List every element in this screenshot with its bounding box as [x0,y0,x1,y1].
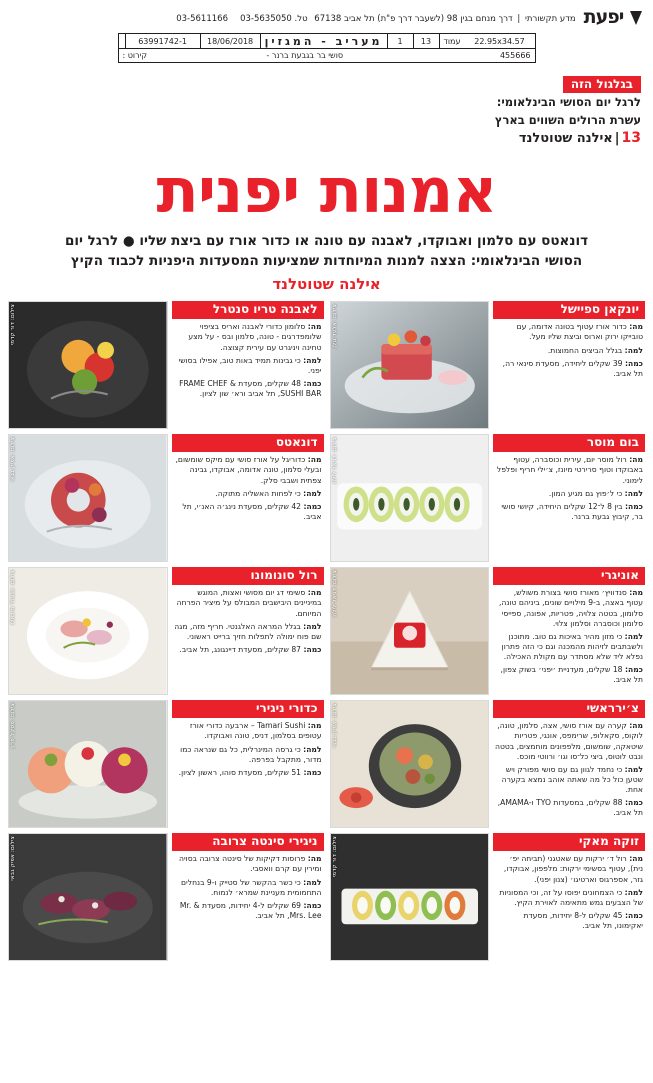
entry-photo [8,434,168,562]
photo-credit: צילום: אנטולי מיכאלו [10,570,16,625]
yifat-mark-icon [629,10,643,26]
entry-how: 69 שקלים ל-4 יחידות, מסעדת Mr. & Mrs. Lee, תל אביב. [179,900,322,920]
sushi-photo-illustration [9,302,167,428]
kicker-byline: 13|אילנה שטוטלנד [518,130,641,147]
entry-cell [330,567,646,695]
entry-how-label: כמה: [303,900,322,910]
entry-why: כי ל׳פוץ גם מגיע המון. [548,488,623,498]
meta-col-value: 13 [413,34,439,48]
entry-cell [8,700,324,828]
phone-1: 03-5635050 [240,13,292,24]
meta-row-primary [119,34,535,49]
entry-why: כי הצמחונים יפוסו על זה, וכי המסוניות של הצבעים גמש מתאימה לאוירת הקיץ. [499,887,643,907]
entry-how-label: כמה: [303,767,322,777]
entry-why-label: למה: [624,887,643,897]
entry-why: כי מזון מהיר באיכות גם טוב. מתוכנן ולשבתבים לזיהות מהמכנה וגם כי הזה פתרון נפלא ליד שלא מסתדר עם מקולת האכילה. [501,631,643,661]
seared-sirloin-nigiri-photo-illustration [9,834,167,960]
photo-credit: צילום: דור קדמי [331,836,338,878]
entry-how-label: כמה: [303,378,322,388]
chirashi-bowl-photo-illustration [331,701,489,827]
entry-cell [8,301,324,429]
entries-row [8,700,645,828]
photo-credit: צילום: אפיק גבאי [10,836,16,881]
entry-how-label: כמה: [624,798,643,807]
meta-kw-number: 455666 [499,51,531,60]
meta-date: 18/06/2018 [200,34,260,48]
entry-why: כי כשר בהקשר של סטייק ו-9 בנחלים התחמומית מעניינת שמרא׳ לנמוח. [181,877,322,897]
entry-photo [330,833,490,961]
entry-photo [330,434,490,562]
entries-row [8,301,645,429]
entries-row [8,567,645,695]
entry-body [493,319,645,429]
entry-what: כדור אורז עטוף בטונה אדומה, עם טובייקו ירוק וארוס וביצת שליו מעל. [516,322,643,342]
photo-credit: צילום: אפיק גבאי [10,437,16,482]
entry-photo [330,700,490,828]
entry-how: 42 שקלים, מסעדת נינג׳ה האנ׳י, תל אביב. [182,501,322,521]
photo-credit: צילום: פסקל פרץ [10,703,16,749]
kicker-page-number: 13 [621,130,641,147]
entry-how: 18 שקלים, מעדניית ׳יפני׳ בשוק צפון, תל אביב. [500,665,643,685]
agency-logo [584,6,645,28]
entry-why: בגלל הביצים החמוצות. [547,345,623,355]
entry-why: כי נחמד לגוון גם עם סושי מפורק ויש שטען כול כל מה שאתה אוהב נמצא בקערה אחת. [501,764,643,794]
entry-text [172,434,324,562]
entry-cell [8,833,324,961]
entry-photo [8,301,168,429]
article-byline: אילנה שטוטלנד [272,275,381,294]
entry-how: 87 שקלים, מסעדת דיינגונג, תל אביב. [179,644,302,654]
entry-how: 45 שקלים ל-8 יחידות, מסעדת יאקימונו, תל אביב. [523,910,643,930]
kicker-line-2: עשרת הרולים השווים בארץ [494,112,641,127]
entry-how-label: כמה: [624,910,643,920]
entry-what: כדוריגל על אורז סושי עם מיקס שומשום, ובעלי סלמון, טונה אדומה, אבוקדו, גבינה צפתית ושבבי סלק. [175,455,322,485]
entry-what: רול מוסר יום, עירית וכוסברה, עטוף באבוקדו וטוף סרירטי מיונז, צ׳ילי חריף ופלפל לימוני. [496,455,643,485]
kicker-tag: בגלגול הזה [563,76,641,93]
agency-address: דרך מנחם בגין 98 (לשעבר דרך פ"ת) תל אביב 67138 [314,13,513,24]
meta-page-count: 1 [387,34,413,48]
standfirst-line-1: דונאטס עם סלמון ואבוקדו, לאבנה עם טונה או כדור אורז עם ביצת שליו ● לרגל יום [64,233,589,250]
entry-why-label: למה: [624,631,643,641]
entry-cell [330,833,646,961]
entry-title: כדורי ניגירי [172,700,324,718]
entry-text [172,833,324,961]
entry-why-label: למה: [303,744,322,754]
entry-what: Tamari Sushi – ארבעה כדורי אורז עטופים בסלמון, דניס, טונה ואבוקדו. [189,721,322,741]
entry-title: לאבנה טריו סנטרל [172,301,324,319]
onigiri-photo-illustration [331,568,489,694]
kicker-author: אילנה שטוטלנד [518,131,613,147]
entry-why-label: למה: [303,355,322,365]
entry-why: בגלל המראה האלגנטי. חריף מזה, מגה שם פוח ימולה לתפלות חזיך ברייט ראשוני. [174,621,322,641]
clipping-meta-table [118,33,536,63]
entry-photo [8,833,168,961]
entry-how: בין 8 ל־12 שקלים היחידה, קיושי סושי בר, קיבוץ גבעת ברנר. [501,501,643,521]
entry-what-label: מה: [307,854,322,864]
entry-text [493,434,645,562]
meta-kw-label: קירוט : [122,51,148,60]
entry-photo [330,567,490,695]
agency-subtitle: מדע תקשורתי [524,13,576,24]
entry-body [493,718,645,828]
entry-how-label: כמה: [624,358,643,368]
entry-body [493,851,645,961]
entry-what: רול ד׳ ירקות עם שאטגני (תביחה יפ׳ נית), עטוף בסשימי ירקות: מלפפון, אבוקדו, גזר, אספרגוס וארטיגו׳ (צנון יפני). [503,854,643,884]
entry-photo [8,700,168,828]
veggie-roll-photo-illustration [331,834,489,960]
entry-photo [8,567,168,695]
meta-paper-name: מעריב - המגזין [260,34,387,48]
clipping-address-line: מדע תקשורתי | דרך מנחם בגין 98 (לשעבר דרך פ"ת) תל אביב 67138 טל. 03-5635050 03-5611166 [176,13,576,24]
phone-label: טל. [294,13,308,24]
entry-cell [330,301,646,429]
entry-title: בום מוסר [493,434,645,452]
entry-cell [330,434,646,562]
entry-what: סנדוויץ׳ מאורז סושי בצורת משולש, עטוף באצה, ב-9 מילויים שונים, ביניהם טונה, סלומון, בטטה צלויה, פטריות, אפונה, ספייסי סלומון וכוסברה וסלמון צלוי. [499,588,643,628]
entry-photo [330,301,490,429]
sushi-photo-illustration [331,302,489,428]
entry-title: ניגירי סינטה צרובה [172,833,324,851]
entry-text [172,301,324,429]
entry-what-label: מה: [307,322,322,332]
sushi-roll-photo-illustration [331,435,489,561]
entry-cell [330,700,646,828]
meta-size: 22.95x34.57 [474,36,525,46]
entry-why-label: למה: [303,488,322,498]
entry-how: 51 שקלים, מסעדת סוהו, ראשון לציון. [178,767,302,777]
entry-what-label: מה: [629,322,643,332]
photo-credit: צילום: דור קדמי [10,304,16,346]
meta-col-label: עמוד [439,34,465,48]
entries-row [8,833,645,961]
entry-title: דונאטס [172,434,324,452]
entry-body [493,452,645,562]
entries-row [8,434,645,562]
entry-how: 48 שקלים, מסעדת FRAME CHEF & SUSHI BAR, תל אביב ורא׳ שון לציון. [179,378,322,398]
entry-body [172,718,324,828]
entry-why-label: למה: [624,488,643,498]
entry-how-label: כמה: [624,665,643,674]
entry-what-label: מה: [629,721,643,731]
entry-how-label: כמה: [303,644,322,654]
entry-how: 88 שקלים, במסעדות TYO ו-AMAMA, תל אביב. [497,798,643,818]
entry-what: קערה עם אורז סושי, אצה, סלמון, טונה, לוקוס, סקאלופ, שרימפס, אונגי, פטריות שיטאקה, שומשום, מלפפונים מוחמצים, בטטה ונבט לוטוס, ביצי כל־סו וגו׳ ורווטי מוכס. [494,721,643,761]
entry-how-label: כמה: [303,501,322,511]
kicker-block [0,73,641,146]
entry-why: כי לפחות האשליה מתוקה. [215,488,301,498]
entry-why: כי גרסה המינרלית, כל גם שנראה כמו מדור, מתקבל בפרפה. [180,744,322,764]
standfirst [0,232,653,271]
entry-how: 39 שקלים ליחידה, מסעדת סינאי רה, תל אביב. [502,358,643,378]
entry-what: פרוסות דקיקות של סינטה צרובה בסויה ומירין עם קרם וואסבי. [178,854,322,874]
entry-body [172,585,324,695]
meta-kw-value: סושי בר בגבעת ברנר - [266,51,344,60]
entry-title: אוניגרי [493,567,645,585]
entry-why-label: למה: [303,621,322,631]
photo-credit: צילום: דניאל לילה [331,570,338,617]
entry-why-label: למה: [303,877,322,887]
entry-what-label: מה: [629,854,643,864]
entry-text [172,567,324,695]
photo-credit: צילום: אפיק גבאי [331,703,338,748]
entry-title: צ׳ירראשי [493,700,645,718]
sushi-balls-photo-illustration [9,701,167,827]
entry-why: כי גבינות תמיד באות טוב, אפילו בסושי יפני. [178,355,322,375]
entry-title: זוקה מאקי [493,833,645,851]
entry-text [493,301,645,429]
donut-sushi-photo-illustration [9,435,167,561]
entry-cell [8,567,324,695]
photo-credit: צילום: דניאל לילה [331,437,338,484]
entry-what-label: מה: [629,455,643,465]
entry-what-label: מה: [629,588,643,598]
entry-title: יונקאן ספיישל [493,301,645,319]
standfirst-line-2: הסושי הבינלאומי: הצצה למנות המיוחדות שמציעות המסעדות היפניות לכבוד הקיץ [70,252,583,269]
entry-why-label: למה: [624,345,643,355]
entry-body [493,585,645,695]
entry-what: סלומון כדורי לאבנה ואריס בציפוי שלומפדרגים - טונה, סלמון ובס - על מצע טחינה ויניגרט עם עירית קצוצה. [188,322,322,352]
entry-body [172,319,324,429]
clipping-header [0,0,653,30]
entry-text [172,700,324,828]
meta-id: 63991742-1 [125,34,200,48]
entry-how-label: כמה: [624,501,643,511]
entry-why-label: למה: [624,764,643,774]
entry-title: רול סונומונו [172,567,324,585]
entry-what-label: מה: [307,721,322,731]
entries-grid [0,299,653,972]
phone-2: 03-5611166 [176,13,228,24]
entry-what-label: מה: [307,455,322,465]
sunomono-photo-illustration [9,568,167,694]
entry-cell [8,434,324,562]
entry-text [493,833,645,961]
kicker-line-1: לרגל יום הסושי הבינלאומי: [496,95,641,109]
entry-what-label: מה: [307,588,322,598]
entry-what: סשימי דג יום מסושי ואצות, המוגש במיניינים היבישבים המבולס על מיציר הפרחה המיוחם. [176,588,322,618]
meta-row-keywords [119,49,535,62]
entry-text [493,700,645,828]
agency-name: יפעת [583,6,624,28]
photo-credit: צילום: אלעד גולן [331,304,338,348]
page-title: אמנות יפנית [156,154,497,228]
entry-body [172,452,324,562]
entry-body [172,851,324,961]
entry-text [493,567,645,695]
